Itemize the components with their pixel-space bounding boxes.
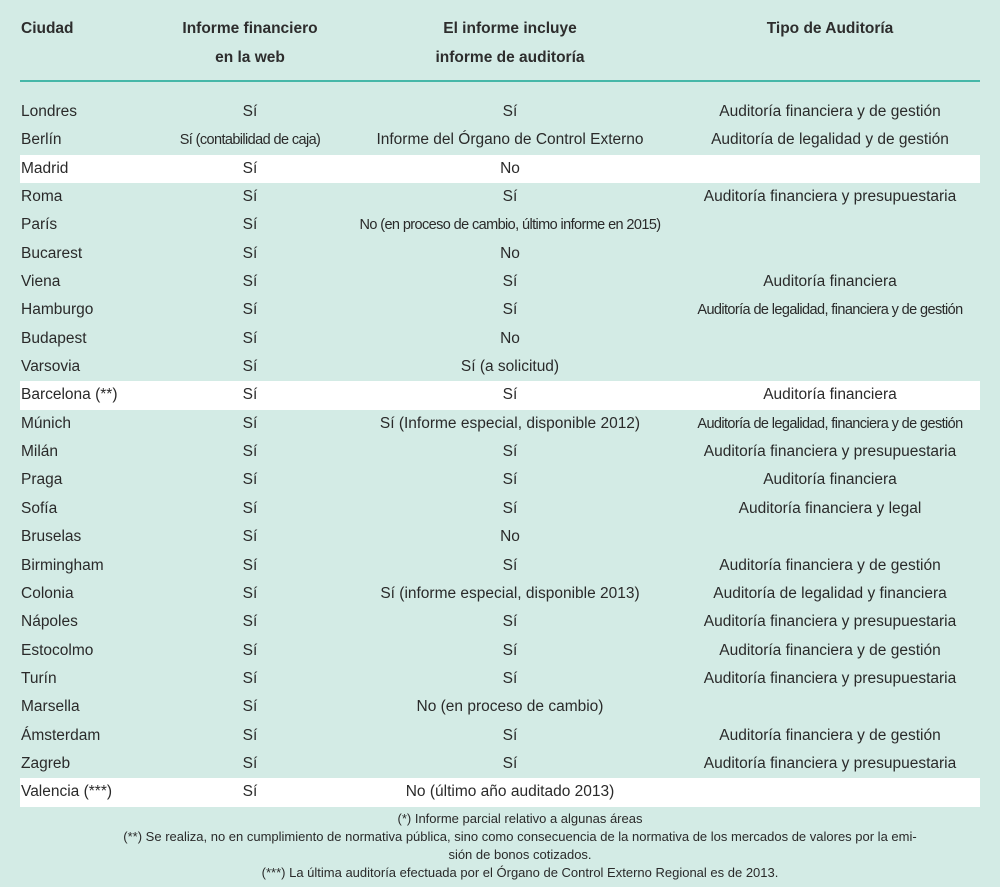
cell-city: Milán <box>21 443 59 461</box>
cell-audit-type: Auditoría de legalidad, financiera y de gestión <box>697 415 963 432</box>
header-web-line2: en la web <box>215 49 285 66</box>
cell-web-report: Sí <box>242 329 258 347</box>
cell-city: Zagreb <box>21 754 71 772</box>
table-row <box>20 637 980 665</box>
cell-web-report: Sí <box>242 103 258 120</box>
cell-city: Bucarest <box>21 244 83 262</box>
table-row <box>20 580 980 608</box>
cell-audit-type: Auditoría financiera y presupuestaria <box>703 669 957 687</box>
cell-web-report: Sí <box>242 783 258 801</box>
cell-city: Bruselas <box>21 528 82 546</box>
table-row <box>20 296 980 324</box>
cell-audit-type <box>680 325 980 353</box>
cell-city: Turín <box>21 669 57 687</box>
footnote-3: (***) La última auditoría efectuada por el Órgano de Control Externo Regional es de 2013. <box>261 865 779 880</box>
cell-includes-audit: Sí <box>502 443 518 461</box>
cell-includes-audit: Sí <box>502 613 518 631</box>
cell-includes-audit: Sí <box>502 669 518 687</box>
table-row <box>20 722 980 750</box>
cell-includes-audit: Sí <box>502 273 518 291</box>
cell-web-report: Sí <box>242 698 258 716</box>
cell-includes-audit: No (último año auditado 2013) <box>405 783 615 801</box>
table-row <box>20 183 980 211</box>
cell-audit-type: Auditoría financiera <box>763 273 897 291</box>
table-row <box>20 325 980 353</box>
table-row <box>20 552 980 580</box>
cell-includes-audit: Sí <box>502 556 518 574</box>
cell-includes-audit: No <box>500 159 520 177</box>
cell-web-report: Sí <box>242 188 258 206</box>
cell-includes-audit: Sí <box>502 301 518 319</box>
table-row <box>20 353 980 381</box>
cell-audit-type: Auditoría financiera y de gestión <box>719 641 941 659</box>
cell-includes-audit: No (en proceso de cambio) <box>416 698 604 716</box>
header-web-line1: Informe financiero <box>182 20 318 37</box>
cell-audit-type <box>680 155 980 183</box>
cell-audit-type: Auditoría financiera y presupuestaria <box>703 613 957 631</box>
cell-audit-type: Auditoría financiera y de gestión <box>719 103 941 120</box>
cell-web-report: Sí (contabilidad de caja) <box>179 132 321 149</box>
cell-audit-type <box>680 240 980 268</box>
cell-audit-type <box>680 523 980 551</box>
cell-city: Estocolmo <box>21 641 94 659</box>
cell-includes-audit: Informe del Órgano de Control Externo <box>376 131 644 149</box>
cell-city: Roma <box>21 188 63 206</box>
cell-web-report: Sí <box>242 726 258 744</box>
cell-web-report: Sí <box>242 754 258 772</box>
cell-audit-type <box>680 211 980 239</box>
table-row <box>20 98 980 126</box>
cell-includes-audit: No <box>500 244 520 262</box>
cell-includes-audit: Sí <box>502 386 518 404</box>
cell-audit-type: Auditoría de legalidad, financiera y de gestión <box>697 302 963 319</box>
table-row <box>20 268 980 296</box>
header-includes-audit <box>390 14 630 72</box>
cell-web-report: Sí <box>242 443 258 461</box>
cell-city: Madrid <box>21 159 69 177</box>
cell-web-report: Sí <box>242 641 258 659</box>
table-row <box>20 693 980 721</box>
cell-city: Barcelona (**) <box>21 386 118 404</box>
table-row <box>20 523 980 551</box>
cell-includes-audit: Sí (informe especial, disponible 2013) <box>380 584 640 602</box>
table-row <box>20 665 980 693</box>
cell-web-report: Sí <box>242 301 258 319</box>
cell-audit-type: Auditoría financiera y de gestión <box>719 556 941 574</box>
table-row <box>20 466 980 494</box>
cell-audit-type: Auditoría financiera y presupuestaria <box>703 443 957 461</box>
cell-city: Birmingham <box>21 556 104 574</box>
header-audit-type: Tipo de Auditoría <box>766 20 894 37</box>
cell-web-report: Sí <box>242 471 258 489</box>
cell-web-report: Sí <box>242 273 258 291</box>
cell-city: Viena <box>21 273 61 291</box>
cell-city: París <box>21 216 58 234</box>
table-row <box>20 126 980 154</box>
footnotes <box>60 810 980 882</box>
cell-web-report: Sí <box>242 499 258 517</box>
cell-includes-audit: Sí (a solicitud) <box>460 358 560 376</box>
header-web-report <box>150 14 350 72</box>
cell-web-report: Sí <box>242 358 258 376</box>
cell-audit-type <box>680 778 980 806</box>
cell-city: Praga <box>21 471 63 489</box>
cell-audit-type: Auditoría financiera <box>763 386 897 404</box>
cell-includes-audit: Sí <box>502 499 518 517</box>
cell-audit-type <box>680 693 980 721</box>
cell-audit-type: Auditoría financiera y presupuestaria <box>703 754 957 772</box>
footnote-2b: sión de bonos cotizados. <box>448 847 592 862</box>
table-row <box>20 211 980 239</box>
table-row <box>20 155 980 183</box>
footnote-1: (*) Informe parcial relativo a algunas áreas <box>397 811 643 826</box>
cell-includes-audit: No <box>500 329 520 347</box>
cell-city: Sofía <box>21 499 58 517</box>
table-row <box>20 381 980 409</box>
cell-audit-type: Auditoría financiera y de gestión <box>719 726 941 744</box>
cell-city: Valencia (***) <box>21 783 113 801</box>
cell-includes-audit: Sí <box>502 188 518 206</box>
table-body <box>20 98 980 807</box>
table-row <box>20 750 980 778</box>
cell-city: Colonia <box>21 584 74 602</box>
table-row <box>20 240 980 268</box>
cell-city: Londres <box>21 103 78 120</box>
footnote-2a: (**) Se realiza, no en cumplimiento de normativa pública, sino como consecuencia de la normativa de los mercados de valores por la emi- <box>123 829 917 844</box>
cell-city: Berlín <box>21 131 62 149</box>
table-row <box>20 495 980 523</box>
cell-includes-audit: No <box>500 528 520 546</box>
cell-city: Marsella <box>21 698 80 716</box>
cell-includes-audit: Sí <box>502 641 518 659</box>
cell-web-report: Sí <box>242 669 258 687</box>
cell-audit-type: Auditoría financiera <box>763 471 897 489</box>
cell-city: Nápoles <box>21 613 78 631</box>
cell-includes-audit: Sí <box>502 103 518 120</box>
table-row <box>20 778 980 806</box>
cell-city: Budapest <box>21 329 87 347</box>
cell-includes-audit: Sí <box>502 726 518 744</box>
cell-city: Hamburgo <box>21 301 94 319</box>
cell-web-report: Sí <box>242 159 258 177</box>
cell-audit-type <box>680 353 980 381</box>
table-row <box>20 608 980 636</box>
cell-includes-audit: Sí <box>502 754 518 772</box>
cell-web-report: Sí <box>242 528 258 546</box>
cell-includes-audit: No (en proceso de cambio, último informe en 2015) <box>359 217 661 234</box>
table-header <box>20 0 980 80</box>
cell-web-report: Sí <box>242 584 258 602</box>
cell-audit-type: Auditoría financiera y legal <box>738 499 922 517</box>
cell-audit-type: Auditoría de legalidad y de gestión <box>711 131 949 149</box>
cell-web-report: Sí <box>242 244 258 262</box>
cell-audit-type: Auditoría de legalidad y financiera <box>713 584 947 602</box>
header-city: Ciudad <box>21 20 74 37</box>
cell-includes-audit: Sí <box>502 471 518 489</box>
table-row <box>20 410 980 438</box>
cell-web-report: Sí <box>242 386 258 404</box>
cell-audit-type: Auditoría financiera y presupuestaria <box>703 188 957 206</box>
cell-city: Múnich <box>21 414 71 432</box>
table-row <box>20 438 980 466</box>
cell-web-report: Sí <box>242 216 258 234</box>
header-divider <box>20 80 980 82</box>
cell-web-report: Sí <box>242 414 258 432</box>
header-inc-line1: El informe incluye <box>443 20 577 37</box>
header-inc-line2: informe de auditoría <box>435 49 585 66</box>
cell-city: Varsovia <box>21 358 81 376</box>
cell-web-report: Sí <box>242 613 258 631</box>
cell-web-report: Sí <box>242 556 258 574</box>
cell-includes-audit: Sí (Informe especial, disponible 2012) <box>379 414 641 432</box>
cell-city: Ámsterdam <box>21 726 101 744</box>
